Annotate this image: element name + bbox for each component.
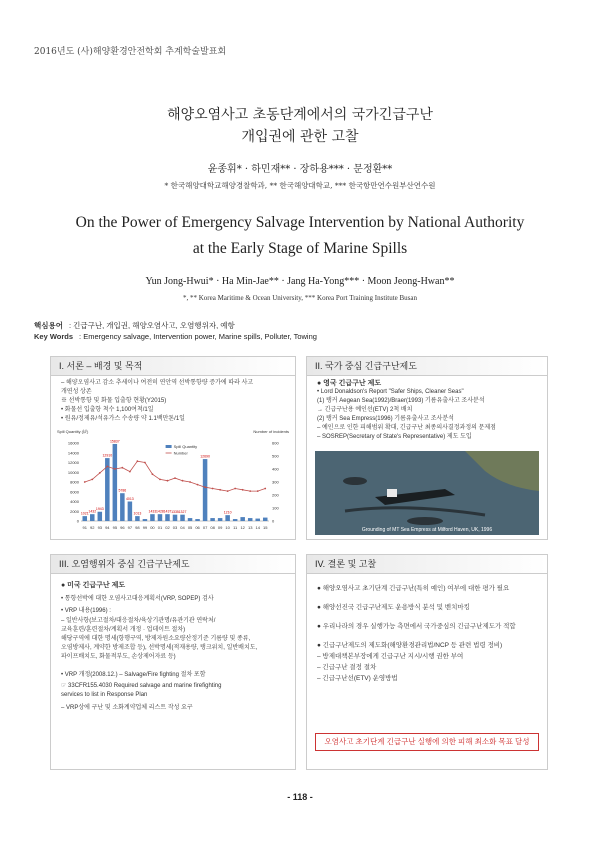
line-point-number xyxy=(257,490,259,492)
bar-spill-quantity xyxy=(165,514,170,521)
line-point-number xyxy=(144,462,146,464)
korean-authors: 윤종휘* · 하민재** · 장하용*** · 문정환** xyxy=(207,164,393,175)
x-tick-label: 02 xyxy=(165,525,170,530)
line-point-number xyxy=(219,489,221,491)
iv-line: – 긴급구난 결정 절차 xyxy=(317,664,377,671)
bar-data-label: 1943 xyxy=(95,507,104,512)
x-tick-label: 03 xyxy=(172,525,178,530)
bar-data-label: 1013 xyxy=(133,511,142,516)
y-axis-label-right: Number of incidents xyxy=(253,429,289,434)
ii-line: (2) 탱커 Sea Empress(1996) 기름유출사고 조사분석 xyxy=(317,416,454,422)
bar-data-label: 4013 xyxy=(125,497,134,501)
line-point-number xyxy=(137,460,139,462)
section-conclusion-body xyxy=(317,583,541,684)
y-tick-left: 12000 xyxy=(67,460,79,465)
line-point-number xyxy=(189,481,191,483)
bar-spill-quantity xyxy=(113,444,118,521)
line-point-number xyxy=(114,468,116,470)
x-tick-label: 91 xyxy=(82,525,87,530)
x-tick-label: 99 xyxy=(142,525,148,530)
y-tick-right: 600 xyxy=(272,440,279,446)
keywords-en xyxy=(34,332,317,341)
bar-spill-quantity xyxy=(98,512,103,521)
line-point-number xyxy=(91,479,93,481)
section-polluter-salvage-body xyxy=(61,579,289,713)
x-tick-label: 01 xyxy=(157,525,163,530)
y-tick-right: 300 xyxy=(272,479,279,485)
bar-spill-quantity xyxy=(233,519,238,521)
iv-line: ● 우리나라의 경우 실행가능 측면에서 국가중심의 긴급구난제도가 적합 xyxy=(317,623,516,630)
korean-affiliations: * 한국해양대학교해양경찰학과, ** 한국해양대학교, *** 한국항만연수원부산연수원 xyxy=(164,181,436,190)
x-tick-label: 00 xyxy=(150,525,155,530)
x-tick-label: 08 xyxy=(210,525,215,530)
iii-line: – 일반사항(보고절차/대응절차/육상기관명/유관기관 연락처/ xyxy=(61,618,216,624)
line-point-number xyxy=(159,479,161,481)
y-tick-left: 16000 xyxy=(67,440,79,446)
section-conclusion-title: IV. 결론 및 고찰 xyxy=(307,555,547,574)
bar-spill-quantity xyxy=(143,519,148,521)
line-point-number xyxy=(249,490,251,492)
x-tick-label: 09 xyxy=(217,525,223,530)
keywords-ko xyxy=(34,320,235,331)
y-tick-right: 0 xyxy=(272,518,275,524)
x-tick-label: 12 xyxy=(240,525,245,530)
iii-line: • 통항선박에 대한 오염사고대응계획서(VRP, SOPEP) 검사 xyxy=(61,596,214,602)
y-tick-left: 10000 xyxy=(67,469,79,475)
korean-title-line2: 개입권에 관한 고찰 xyxy=(241,129,359,145)
intro-line: – 해양오염사고 감소 추세이나 여전히 연안역 선박통항량 증가에 따라 사고 xyxy=(61,380,254,386)
iv-line: – 방제대책본부장에게 긴급구난 지시/시행 권한 부여 xyxy=(317,653,464,660)
iv-line: ● 해양오염사고 초기단계 긴급구난(특히 예인) 여부에 대한 평가 필요 xyxy=(317,585,510,592)
line-point-number xyxy=(106,466,108,468)
y-tick-right: 200 xyxy=(272,492,279,498)
english-title xyxy=(0,210,600,262)
y-tick-right: 500 xyxy=(272,453,279,459)
bar-spill-quantity xyxy=(188,518,193,521)
y-tick-left: 14000 xyxy=(67,450,79,456)
intro-line: • 화물선 입출항 척수 1,100여척/1일 xyxy=(61,407,154,413)
ship-grounding-image xyxy=(315,451,539,535)
bar-data-label: 1335 xyxy=(171,510,179,515)
line-point-number xyxy=(227,490,229,492)
photo-caption: Grounding of MT Sea Empress at Milford Haven, UK, 1996 xyxy=(361,527,493,533)
iii-line: 오염방제사, 계약한 방제조합 등), 선박명세(적재용량, 탱크위치, 일반배치도, xyxy=(61,645,258,651)
y-tick-left: 8000 xyxy=(70,479,79,485)
bar-spill-quantity xyxy=(83,516,88,521)
bar-data-label: 12910 xyxy=(102,453,113,458)
bar-spill-quantity xyxy=(203,459,208,521)
spill-chart xyxy=(55,427,291,535)
line-point-number xyxy=(197,484,199,486)
bar-data-label: 1327 xyxy=(178,510,187,515)
y-tick-left: 6000 xyxy=(70,489,79,495)
keywords-ko-label: 핵심용어 xyxy=(34,321,63,330)
line-point-number xyxy=(84,481,86,483)
intro-line: ※ 선박통항 및 화물 입출항 현황(Y2015) xyxy=(61,398,167,404)
y-tick-right: 400 xyxy=(272,466,279,472)
bar-spill-quantity xyxy=(248,518,253,521)
bar-spill-quantity xyxy=(90,514,95,521)
line-number-of-incidents xyxy=(85,461,265,491)
line-point-number xyxy=(234,488,236,490)
ii-line: – 예인으로 인한 피해범위 확대, 긴급구난 최종의사결정과정의 문제점 xyxy=(317,425,496,431)
keywords-en-label: Key Words xyxy=(34,332,74,341)
section-polluter-salvage xyxy=(50,554,296,770)
y-tick-right: 100 xyxy=(272,505,279,511)
sea-empress-photo xyxy=(315,451,539,535)
x-tick-label: 92 xyxy=(90,525,95,530)
x-tick-label: 07 xyxy=(202,525,208,530)
bar-data-label: 15837 xyxy=(109,439,120,444)
bar-spill-quantity xyxy=(218,518,223,521)
line-point-number xyxy=(129,471,131,473)
line-point-number xyxy=(182,480,184,482)
x-tick-label: 13 xyxy=(247,525,253,530)
x-tick-label: 04 xyxy=(180,525,185,530)
line-point-number xyxy=(242,489,244,491)
bar-spill-quantity xyxy=(135,516,140,521)
intro-line: 개연성 상존 xyxy=(61,389,92,395)
x-tick-label: 96 xyxy=(120,525,125,530)
section-introduction-body xyxy=(61,379,289,424)
iii-line: – VRP상에 구난 및 소화계약업체 리스트 작성 요구 xyxy=(61,705,193,711)
korean-title xyxy=(0,104,600,148)
ii-line: → 긴급구난용 예인선(ETV) 2척 배치 xyxy=(317,407,413,413)
bar-spill-quantity xyxy=(225,515,230,521)
iii-line: ☞ 33CFR155.4030 Required salvage and marine firefighting xyxy=(61,683,222,689)
section-national-salvage xyxy=(306,356,548,540)
line-point-number xyxy=(264,488,266,490)
x-tick-label: 06 xyxy=(195,525,200,530)
bar-spill-quantity xyxy=(195,519,200,521)
bar-data-label: 1437 xyxy=(163,509,172,514)
goal-box: 오염사고 초기단계 긴급구난 실행에 의한 피해 최소화 목표 달성 xyxy=(315,733,539,751)
line-point-number xyxy=(121,467,123,469)
keywords-ko-text: : 긴급구난, 개입권, 해양오염사고, 오염행위자, 예항 xyxy=(68,321,235,330)
conference-header: 2016년도 (사)해양환경안전학회 추계학술발표회 xyxy=(34,47,227,57)
legend-label-number: Number xyxy=(173,450,188,456)
iii-line: 해당구역에 대한 명세(항행구역, 방제자원소요량산정기준 기름량 및 종류, xyxy=(61,636,251,642)
bar-data-label: 1433 xyxy=(148,509,157,514)
keywords-en-text: : Emergency salvage, Intervention power, Marine spills, Polluter, Towing xyxy=(79,332,317,341)
x-tick-label: 15 xyxy=(263,525,268,530)
bar-spill-quantity xyxy=(120,493,125,521)
x-tick-label: 11 xyxy=(233,525,238,530)
page-number: - 118 - xyxy=(287,792,313,802)
english-affiliations: *, ** Korea Maritime & Ocean University, *** Korea Port Training Institute Busan xyxy=(182,294,417,302)
bar-spill-quantity xyxy=(255,519,260,521)
section-introduction xyxy=(50,356,296,540)
line-point-number xyxy=(152,473,154,475)
bar-spill-quantity xyxy=(150,514,155,521)
bar-spill-quantity xyxy=(263,518,268,521)
iv-line: ● 해양선진국 긴급구난제도 운용방식 분석 및 벤치마킹 xyxy=(317,604,470,611)
section-polluter-salvage-title: III. 오염행위자 중심 긴급구난제도 xyxy=(51,555,295,574)
x-tick-label: 10 xyxy=(225,525,230,530)
bar-spill-quantity xyxy=(173,515,178,521)
x-tick-label: 98 xyxy=(135,525,140,530)
ii-line: • Lord Donaldson's Report "Safer Ships, Cleaner Seas" xyxy=(317,389,464,395)
x-tick-label: 93 xyxy=(97,525,103,530)
section-national-salvage-title: II. 국가 중심 긴급구난제도 xyxy=(307,357,547,376)
ii-line: – SOSREP(Secretary of State's Representative) 제도 도입 xyxy=(317,434,472,440)
bar-spill-quantity xyxy=(158,514,163,521)
korean-title-line1: 해양오염사고 초동단계에서의 국가긴급구난 xyxy=(167,107,433,123)
iii-line: • VRP 개정(2008.12.) – Salvage/Fire fighting 절차 포함 xyxy=(61,672,206,678)
x-tick-label: 95 xyxy=(112,525,118,530)
bar-data-label: 1021 xyxy=(80,511,89,516)
intro-line: • 원유/정제유/석유가스 수송량 약 1.1백만톤/1일 xyxy=(61,416,185,422)
section-conclusion xyxy=(306,554,548,770)
bar-spill-quantity xyxy=(128,502,133,522)
bar-spill-quantity xyxy=(210,518,215,521)
bar-data-label: 5786 xyxy=(118,488,127,493)
line-point-number xyxy=(174,477,176,479)
y-tick-left: 0 xyxy=(76,518,79,524)
iv-line: – 긴급구난선(ETV) 운영방법 xyxy=(317,675,398,682)
iv-line: ● 긴급구난제도의 제도화(해양환경관리법/NCP 등 관련 법령 정비) xyxy=(317,642,503,649)
line-point-number xyxy=(212,488,214,490)
ii-line: ● 영국 긴급구난 제도 xyxy=(317,380,382,387)
bar-data-label: 12690 xyxy=(200,454,210,459)
x-tick-label: 14 xyxy=(255,525,260,530)
iii-line: 교육훈련/훈련절차/계획서 개정 · 업데이트 절차) xyxy=(61,627,186,633)
legend-label-spill-quantity: Spill Quantity xyxy=(173,444,198,449)
y-tick-left: 2000 xyxy=(70,508,79,514)
y-tick-left: 4000 xyxy=(70,499,79,504)
ii-line: (1) 탱커 Aegean Sea(1992)/Braer(1993) 기름유출사고 조사분석 xyxy=(317,398,485,404)
x-tick-label: 05 xyxy=(187,525,193,530)
iii-line: • VRP 내용(1996) : xyxy=(61,608,111,614)
line-point-number xyxy=(167,480,169,482)
legend-swatch-spill-quantity xyxy=(166,445,172,448)
english-title-line1: On the Power of Emergency Salvage Intervention by National Authority xyxy=(75,214,525,231)
iii-line: services to list in Response Plan xyxy=(61,692,148,698)
x-tick-label: 97 xyxy=(127,525,133,530)
line-point-number xyxy=(204,486,206,488)
bar-spill-quantity xyxy=(180,515,185,521)
x-tick-label: 94 xyxy=(105,525,110,530)
english-title-line2: at the Early Stage of Marine Spills xyxy=(192,240,408,257)
bar-data-label: 1210 xyxy=(223,510,232,515)
iii-line: ● 미국 긴급구난 제도 xyxy=(61,582,126,589)
line-point-number xyxy=(99,472,101,474)
section-national-salvage-body xyxy=(317,379,541,442)
bar-data-label: 1428 xyxy=(156,509,164,514)
english-authors: Yun Jong-Hwui* · Ha Min-Jae** · Jang Ha-Yong*** · Moon Jeong-Hwan** xyxy=(145,276,455,287)
y-axis-label-left: Spill Quantity (㎘) xyxy=(57,429,89,434)
bar-spill-quantity xyxy=(240,517,245,521)
bar-data-label: 1432 xyxy=(88,509,97,514)
section-introduction-title: I. 서론 – 배경 및 목적 xyxy=(51,357,295,376)
iii-line: 파이프배치도, 화물적부도, 손상제어자료 등) xyxy=(61,654,176,660)
